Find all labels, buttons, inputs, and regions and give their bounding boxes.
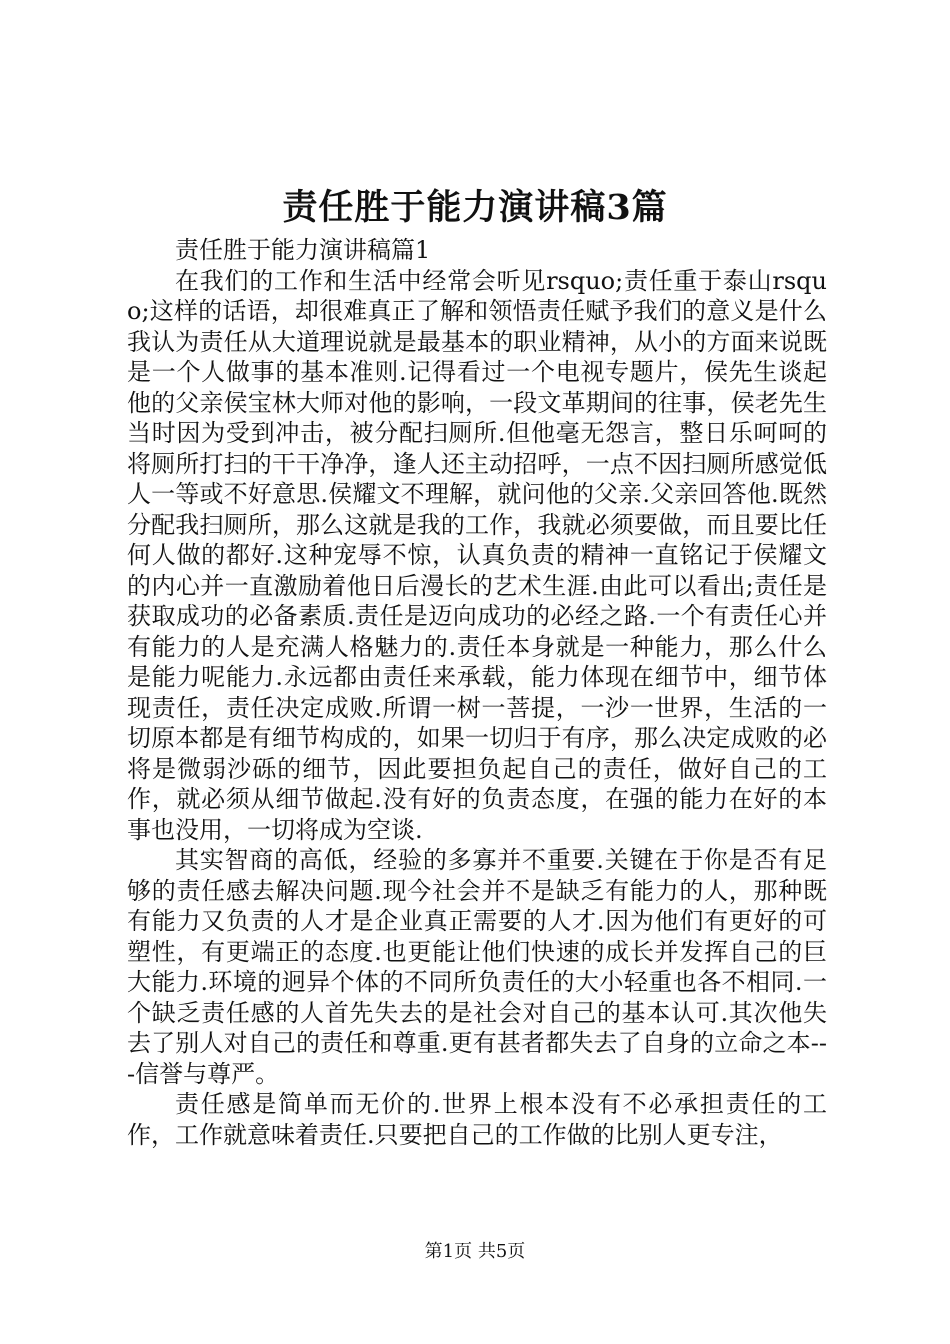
paragraph: 在我们的工作和生活中经常会听见rsquo;责任重于泰山rsquo;这样的话语，却很难真正了解和领悟责任赋予我们的意义是什么我认为责任从大道理说就是最基本的职业精神，从小的方面来说既是一个人做事的基本准则.记得看过一个电视专题片，侯先生谈起他的父亲侯宝林大师对他的影响，一段文革期间的往事，侯老先生当时因为受到冲击，被分配扫厕所.但他毫无怨言，整日乐呵呵的将厕所打扫的干干净净，逢人还主动招呼，一点不因扫厕所感觉低人一等或不好意思.侯耀文不理解，就问他的父亲.父亲回答他.既然分配我扫厕所，那么这就是我的工作，我就必须要做，而且要比任何人做的都好.这种宠辱不惊，认真负责的精神一直铭记于侯耀文的内心并一直激励着他日后漫长的艺术生涯.由此可以看出;责任是获取成功的必备素质.责任是迈向成功的必经之路.一个有责任心并有能力的人是充满人格魅力的.责任本身就是一种能力，那么什么是能力呢能力.永远都由责任来承载，能力体现在细节中，细节体现责任，责任决定成败.所谓一树一菩提，一沙一世界，生活的一切原本都是有细节构成的，如果一切归于有序，那么决定成败的必将是微弱沙砾的细节，因此要担负起自己的责任，做好自己的工作，就必须从细节做起.没有好的负责态度，在强的能力在好的本事也没用，一切将成为空谈.: [127, 266, 827, 844]
document-body: [127, 235, 827, 1150]
document-title: 责任胜于能力演讲稿3篇: [282, 187, 668, 228]
paragraph: 责任感是简单而无价的.世界上根本没有不必承担责任的工作，工作就意味着责任.只要把自己的工作做的比别人更专注，: [127, 1090, 827, 1149]
paragraph: 其实智商的高低，经验的多寡并不重要.关键在于你是否有足够的责任感去解决问题.现今社会并不是缺乏有能力的人，那种既有能力又负责的人才是企业真正需要的人才.因为他们有更好的可塑性，有更端正的态度.也更能让他们快速的成长并发挥自己的巨大能力.环境的迥异个体的不同所负责任的大小轻重也各不相同.一个缺乏责任感的人首先失去的是社会对自己的基本认可.其次他失去了别人对自己的责任和尊重.更有甚者都失去了自身的立命之本---信誉与尊严。: [127, 846, 827, 1088]
page-number-footer: 第1页 共5页: [424, 1241, 526, 1262]
section-heading: 责任胜于能力演讲稿篇1: [175, 236, 431, 264]
